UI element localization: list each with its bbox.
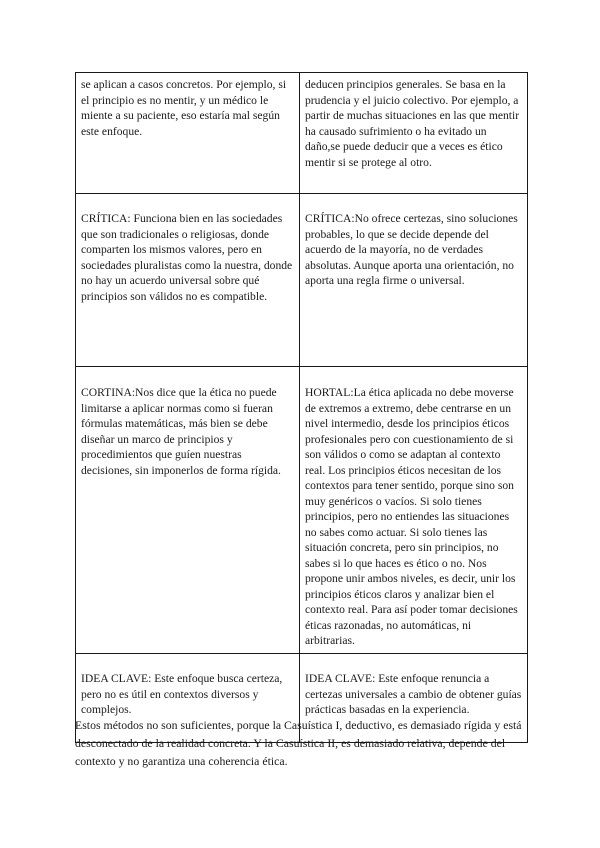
conclusion-paragraph: Estos métodos no son suficientes, porque la Casuística I, deductivo, es demasiado rígida y está desconectado de la realidad concreta. Y la Casuística II, es demasiado relativa, depende del contexto y no garantiza una coherencia ética. — [75, 718, 522, 768]
table-row — [76, 194, 528, 367]
cell-casuistica-2-critica: CRÍTICA:No ofrece certezas, sino soluciones probables, lo que se decide depende del acuerdo de la mayoría, no de verdades absolutas. Aunque aporta una orientación, no aporta una regla firme o universal. — [300, 194, 528, 367]
comparison-table — [75, 72, 528, 743]
cell-casuistica-1-example: se aplican a casos concretos. Por ejemplo, si el principio es no mentir, y un médico le miente a su paciente, eso estaría mal según este enfoque. — [76, 73, 300, 194]
cell-casuistica-1-idea-clave: IDEA CLAVE: Este enfoque busca certeza, pero no es útil en contextos diversos y complejos. — [76, 654, 300, 743]
table-row — [76, 367, 528, 654]
table-row — [76, 73, 528, 194]
cell-casuistica-2-example: deducen principios generales. Se basa en la prudencia y el juicio colectivo. Por ejemplo, a partir de muchas situaciones en las que mentir ha causado sufrimiento o ha evitado un daño,se puede deducir que a veces es ético mentir si se protege al otro. — [300, 73, 528, 194]
cell-cortina: CORTINA:Nos dice que la ética no puede limitarse a aplicar normas como si fueran fórmulas matemáticas, más bien se debe diseñar un marco de principios y procedimientos que guíen nuestras decisiones, sin imponerlos de forma rígida. — [76, 367, 300, 654]
cell-hortal: HORTAL:La ética aplicada no debe moverse de extremos a extremo, debe centrarse en un nivel intermedio, desde los principios éticos profesionales pero con cuestionamiento de si son válidos o como se adaptan al contexto real. Los principios éticos necesitan de los contextos para tener sentido, porque sino son muy genéricos o vacíos. Si solo tienes principios, pero no entiendes las situaciones no sabes como actuar. Si solo tienes las situación concreta, pero sin principios, no sabes si lo que haces es ético o no. Nos propone unir ambos niveles, es decir, unir los principios éticos claros y analizar bien el contexto real. Para así poder tomar decisiones éticas razonadas, no automáticas, ni arbitrarias. — [300, 367, 528, 654]
cell-casuistica-1-critica: CRÍTICA: Funciona bien en las sociedades que son tradicionales o religiosas, donde comparten los mismos valores, pero en sociedades pluralistas como la nuestra, donde no hay un acuerdo universal sobre qué principios son válidos no es compatible. — [76, 194, 300, 367]
cell-casuistica-2-idea-clave: IDEA CLAVE: Este enfoque renuncia a certezas universales a cambio de obtener guías prácticas basadas en la experiencia. — [300, 654, 528, 743]
